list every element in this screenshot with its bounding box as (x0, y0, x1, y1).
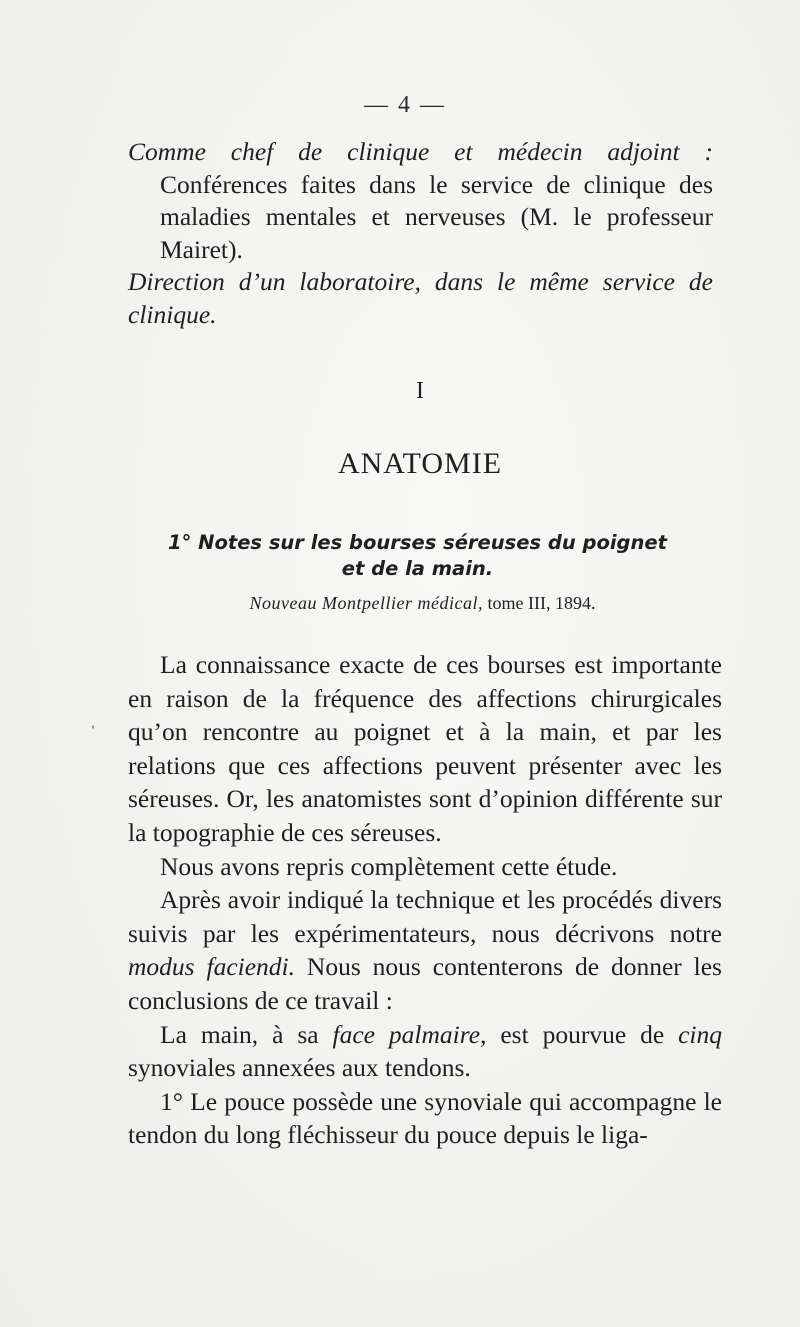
body-paragraph-5: 1° Le pouce possède une synoviale qui accompagne le tendon du long fléchisseur du pouce depuis le liga- (128, 1086, 722, 1150)
body-paragraph-3-end: Nous nous contenterons de donner les conclusions de ce travail : (128, 952, 722, 1015)
section-title: ANATOMIE (337, 447, 503, 480)
citation-details: tome III, 1894. (482, 593, 596, 613)
body-paragraph-1: La connaissance exacte de ces bourses est importante en raison de la fréquence des affections chirurgicales qu’on rencontre au poignet et à la main, et par les relations que ces affections peuvent présenter avec les séreuses. Or, les anatomistes sont d’opinion différente sur la topographie de ces séreuses. (128, 650, 722, 847)
modus-faciendi: modus faciendi. (128, 952, 296, 982)
article-title (0, 530, 800, 582)
margin-mark: ˈ (90, 722, 96, 742)
body-paragraph-4 (128, 1018, 722, 1085)
cinq: cinq (678, 1019, 722, 1049)
intro-paragraph-2: Direction d’un laboratoire, dans le même service de clinique. (128, 267, 713, 329)
body-paragraph-4-start: La main, à sa (160, 1019, 333, 1049)
article-title-line-1: 1° Notes sur les bourses séreuses du poignet (168, 531, 667, 554)
body-paragraph-4-mid: est pourvue de (486, 1019, 679, 1049)
body-paragraph-4-end: synoviales annexées aux tendons. (128, 1053, 471, 1083)
intro-block (128, 136, 713, 331)
page-number: — 4 — (364, 92, 446, 118)
intro-text: Conférences faites dans le service de clinique des maladies mentales et nerveuses (M. le professeur Mairet). (160, 169, 713, 264)
intro-label: Comme chef de clinique et médecin adjoint : (128, 137, 713, 166)
body-paragraph-3 (128, 883, 722, 1017)
body-paragraph-2: Nous avons repris complètement cette étude. (160, 851, 618, 881)
body-text (128, 648, 722, 1152)
face-palmaire: face palmaire, (332, 1019, 487, 1049)
citation (0, 593, 800, 614)
section-number: I (416, 378, 424, 404)
citation-journal: Nouveau Montpellier médical, (249, 593, 483, 613)
intro-paragraph-1 (128, 136, 713, 266)
body-paragraph-3-text: Après avoir indiqué la technique et les procédés divers suivis par les expérimentateurs, nous décrivons notre (128, 885, 722, 948)
article-title-line-2: et de la main. (341, 557, 494, 580)
